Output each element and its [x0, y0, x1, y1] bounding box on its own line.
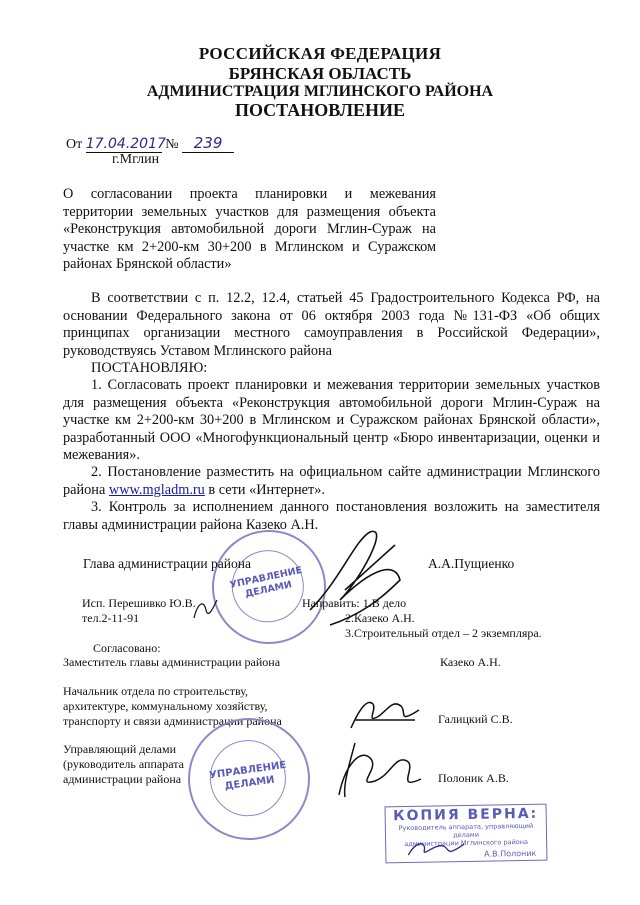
- head-title: Глава администрации района: [83, 556, 251, 571]
- executor-phone: тел.2-11-91: [82, 611, 140, 625]
- sent-line-1: Направить: 1.В дело: [302, 596, 407, 610]
- document-type: ПОСТАНОВЛЕНИЕ: [234, 100, 406, 120]
- decree-date: 17.04.2017: [85, 136, 166, 152]
- preamble: В соответствии с п. 12.2, 12.4, статьей 45 Градостроительного Кодекса РФ, на основании Федерального закона от 06 октября 2003 года №131-ФЗ «Об общих принципах организации местного самоуправления в Российской Федерации», руководствуясь Уставом Мглинского района: [63, 290, 600, 359]
- stamp-center-text: УПРАВЛЕНИЕ ДЕЛАМИ: [228, 564, 304, 600]
- header-administration: АДМИНИСТРАЦИЯ МГЛИНСКОГО РАЙОНА: [146, 83, 494, 100]
- sent-line-3: 3.Строительный отдел – 2 экземпляра.: [345, 626, 542, 640]
- item-2-end: в сети «Интернет».: [208, 481, 325, 498]
- decree-subject: О согласовании проекта планировки и межевания территории земельных участков для размещения объекта «Реконструкция автомобильной дороги Мглин-Сураж на участке км 2+200-км 30+200 в Мглинском и Суражском районах Брянской области»: [63, 186, 436, 273]
- copy-verified-stamp: [385, 804, 548, 864]
- head-name: А.А.Пущиенко: [428, 556, 515, 571]
- construction-signature: [345, 690, 425, 735]
- manager-signature: [325, 735, 425, 805]
- manager-title-1: Управляющий делами: [63, 742, 177, 756]
- sent-line-2: 2.Казеко А.Н.: [345, 611, 415, 625]
- copy-stamp-role-1: Руководитель аппарата, управляющий делами: [398, 821, 534, 840]
- manager-title-2: (руководитель аппарата: [63, 757, 184, 771]
- copy-stamp-signature: [406, 836, 466, 859]
- construction-name: Галицкий С.В.: [438, 712, 513, 726]
- copy-stamp-name: А.В.Полоник: [484, 848, 537, 859]
- construction-title-2: архитектуре, коммунальному хозяйству,: [63, 699, 268, 713]
- stamp-center-text-2: УПРАВЛЕНИЕ ДЕЛАМИ: [208, 759, 287, 793]
- executor-initials: [190, 596, 220, 624]
- decree-number: 239: [182, 134, 234, 153]
- header-region: БРЯНСКАЯ ОБЛАСТЬ: [228, 64, 412, 83]
- deputy-title: Заместитель главы администрации района: [63, 655, 281, 669]
- copy-stamp-role-2: администрации Мглинского района: [404, 837, 529, 849]
- copy-stamp-title: КОПИЯ ВЕРНА:: [393, 805, 539, 825]
- item-3: 3. Контроль за исполнением данного постановления возложить на заместителя главы администрации района Казеко А.Н.: [63, 499, 600, 533]
- construction-title-1: Начальник отдела по строительству,: [63, 684, 249, 698]
- decree-date-line: [66, 134, 234, 153]
- round-stamp-seal-2: [180, 710, 318, 848]
- manager-title-3: администрации района: [63, 772, 182, 786]
- item-1: 1. Согласовать проект планировки и межевания территории земельных участков для размещения объекта «Реконструкция автомобильной дороги Мглин-Сураж на участке км 2+200-км 30+200 в Мглинском и Суражском районах Брянской области», разработанный ООО «Многофункциональный центр «Бюро инвентаризации, оценки и межевания».: [63, 377, 600, 464]
- executor-name: Исп. Перешивко Ю.В.: [82, 596, 196, 610]
- number-label: №: [165, 137, 179, 152]
- construction-title-3: транспорту и связи администрации района: [63, 714, 282, 728]
- resolve-heading: ПОСТАНОВЛЯЮ:: [91, 360, 208, 376]
- item-2: [63, 464, 600, 499]
- deputy-name: Казеко А.Н.: [440, 655, 501, 669]
- decree-place: г.Мглин: [112, 152, 160, 167]
- manager-name: Полоник А.В.: [438, 771, 509, 785]
- header-country: РОССИЙСКАЯ ФЕДЕРАЦИЯ: [198, 44, 442, 63]
- agreed-label: Согласовано:: [93, 641, 161, 655]
- site-link[interactable]: www.mgladm.ru: [108, 481, 205, 498]
- item-2-text: 2. Постановление разместить на официальном сайте администрации Мглинского района: [63, 464, 600, 498]
- from-label: От: [66, 137, 83, 152]
